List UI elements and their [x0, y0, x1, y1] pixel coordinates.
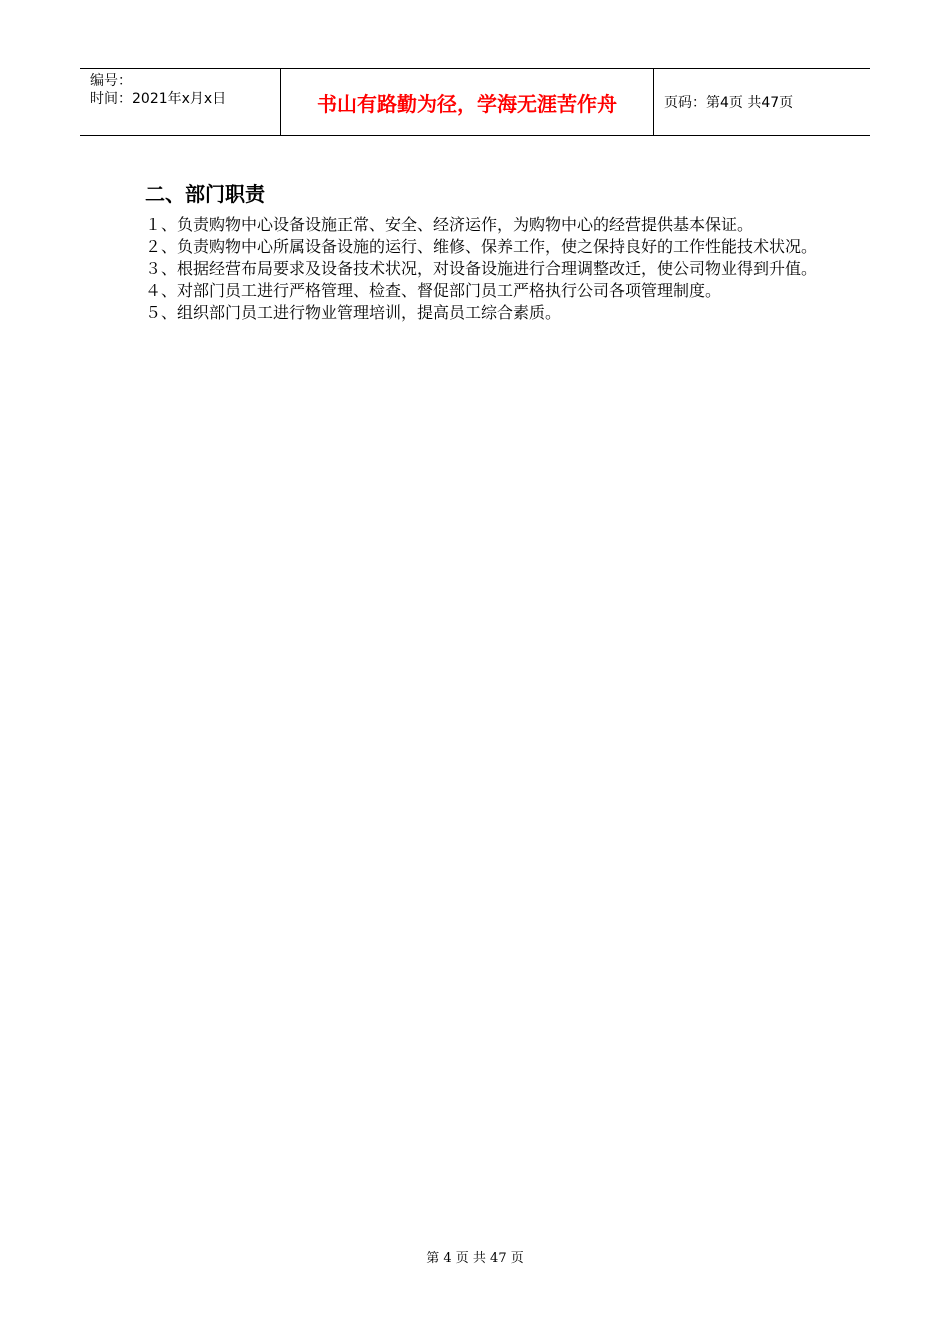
duty-item-4: ４、对部门员工进行严格管理、检查、督促部门员工严格执行公司各项管理制度。: [145, 281, 722, 300]
header-page-info: 页码：第4页 共47页: [664, 95, 794, 111]
page-header: [80, 68, 870, 136]
duty-item-1: １、负责购物中心设备设施正常、安全、经济运作，为购物中心的经营提供基本保证。: [145, 215, 754, 234]
header-motto: 书山有路勤为径，学海无涯苦作舟: [281, 69, 654, 135]
duty-item-5: ５、组织部门员工进行物业管理培训，提高员工综合素质。: [145, 303, 562, 322]
duties-list: [145, 214, 825, 324]
header-meta: [80, 69, 281, 135]
document-number-label: 编号：: [90, 73, 132, 89]
duty-item-3: ３、根据经营布局要求及设备技术状况，对设备设施进行合理调整改迁，使公司物业得到升值。: [145, 259, 818, 278]
document-date-label: 时间：2021年x月x日: [90, 91, 227, 107]
section-title: 二、部门职责: [145, 182, 265, 206]
duty-item-2: ２、负责购物中心所属设备设施的运行、维修、保养工作，使之保持良好的工作性能技术状况。: [145, 237, 818, 256]
page-footer: 第 4 页 共 47 页: [426, 1251, 524, 1266]
